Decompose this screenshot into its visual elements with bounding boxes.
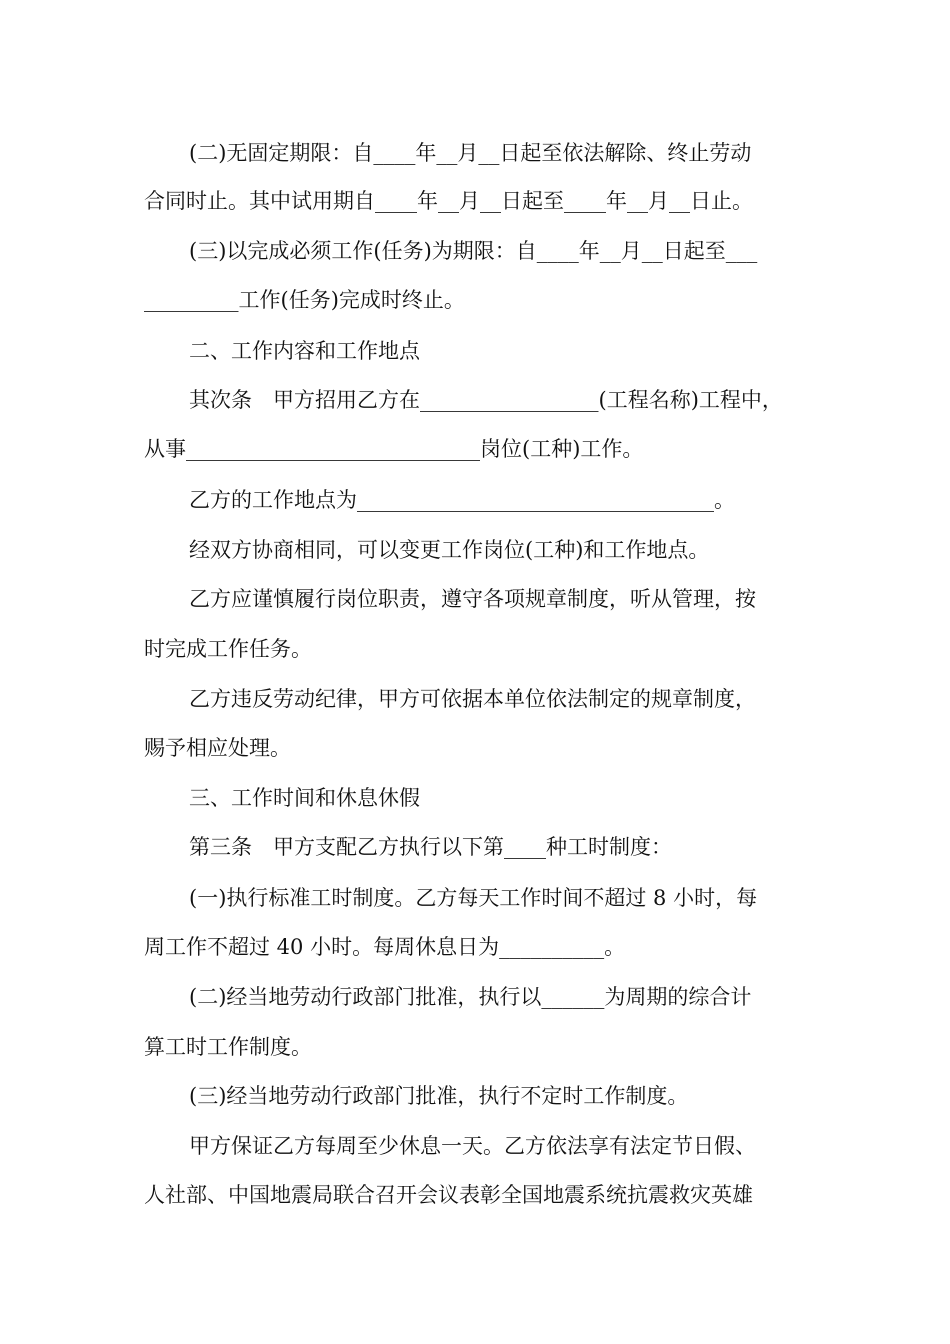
text-line: (三)以完成必须工作(任务)为期限：自____年__月__日起至___	[189, 239, 758, 263]
text-line: 第三条 甲方支配乙方执行以下第____种工时制度：	[189, 835, 672, 859]
text-line: _________工作(任务)完成时终止。	[144, 288, 465, 312]
section-heading: 二、工作内容和工作地点	[189, 339, 420, 363]
text-line: 乙方的工作地点为__________________________________。	[189, 488, 735, 512]
section-heading: 三、工作时间和休息休假	[189, 786, 420, 810]
text-line: (一)执行标准工时制度。乙方每天工作时间不超过 8 小时，每	[189, 886, 758, 910]
text-line: (二)无固定期限：自____年__月__日起至依法解除、终止劳动	[189, 141, 752, 165]
text-line: 经双方协商相同，可以变更工作岗位(工种)和工作地点。	[189, 538, 710, 562]
text-line: 合同时止。其中试用期自____年__月__日起至____年__月__日止。	[144, 189, 753, 213]
text-line: 算工时工作制度。	[144, 1035, 312, 1059]
text-line: 甲方保证乙方每周至少休息一天。乙方依法享有法定节日假、	[189, 1134, 756, 1158]
text-line: 乙方违反劳动纪律，甲方可依据本单位依法制定的规章制度，	[189, 687, 756, 711]
text-line: 乙方应谨慎履行岗位职责，遵守各项规章制度，听从管理，按	[189, 587, 756, 611]
text-line: 人社部、中国地震局联合召开会议表彰全国地震系统抗震救灾英雄	[144, 1183, 753, 1207]
text-line: (二)经当地劳动行政部门批准，执行以______为周期的综合计	[189, 985, 752, 1009]
text-line: 赐予相应处理。	[144, 736, 291, 760]
text-line: 周工作不超过 40 小时。每周休息日为__________。	[144, 935, 626, 959]
text-line: 时完成工作任务。	[144, 637, 312, 661]
text-line: (三)经当地劳动行政部门批准，执行不定时工作制度。	[189, 1084, 689, 1108]
text-line: 从事____________________________岗位(工种)工作。	[144, 437, 644, 461]
text-line: 其次条 甲方招用乙方在_________________(工程名称)工程中，	[189, 388, 783, 412]
